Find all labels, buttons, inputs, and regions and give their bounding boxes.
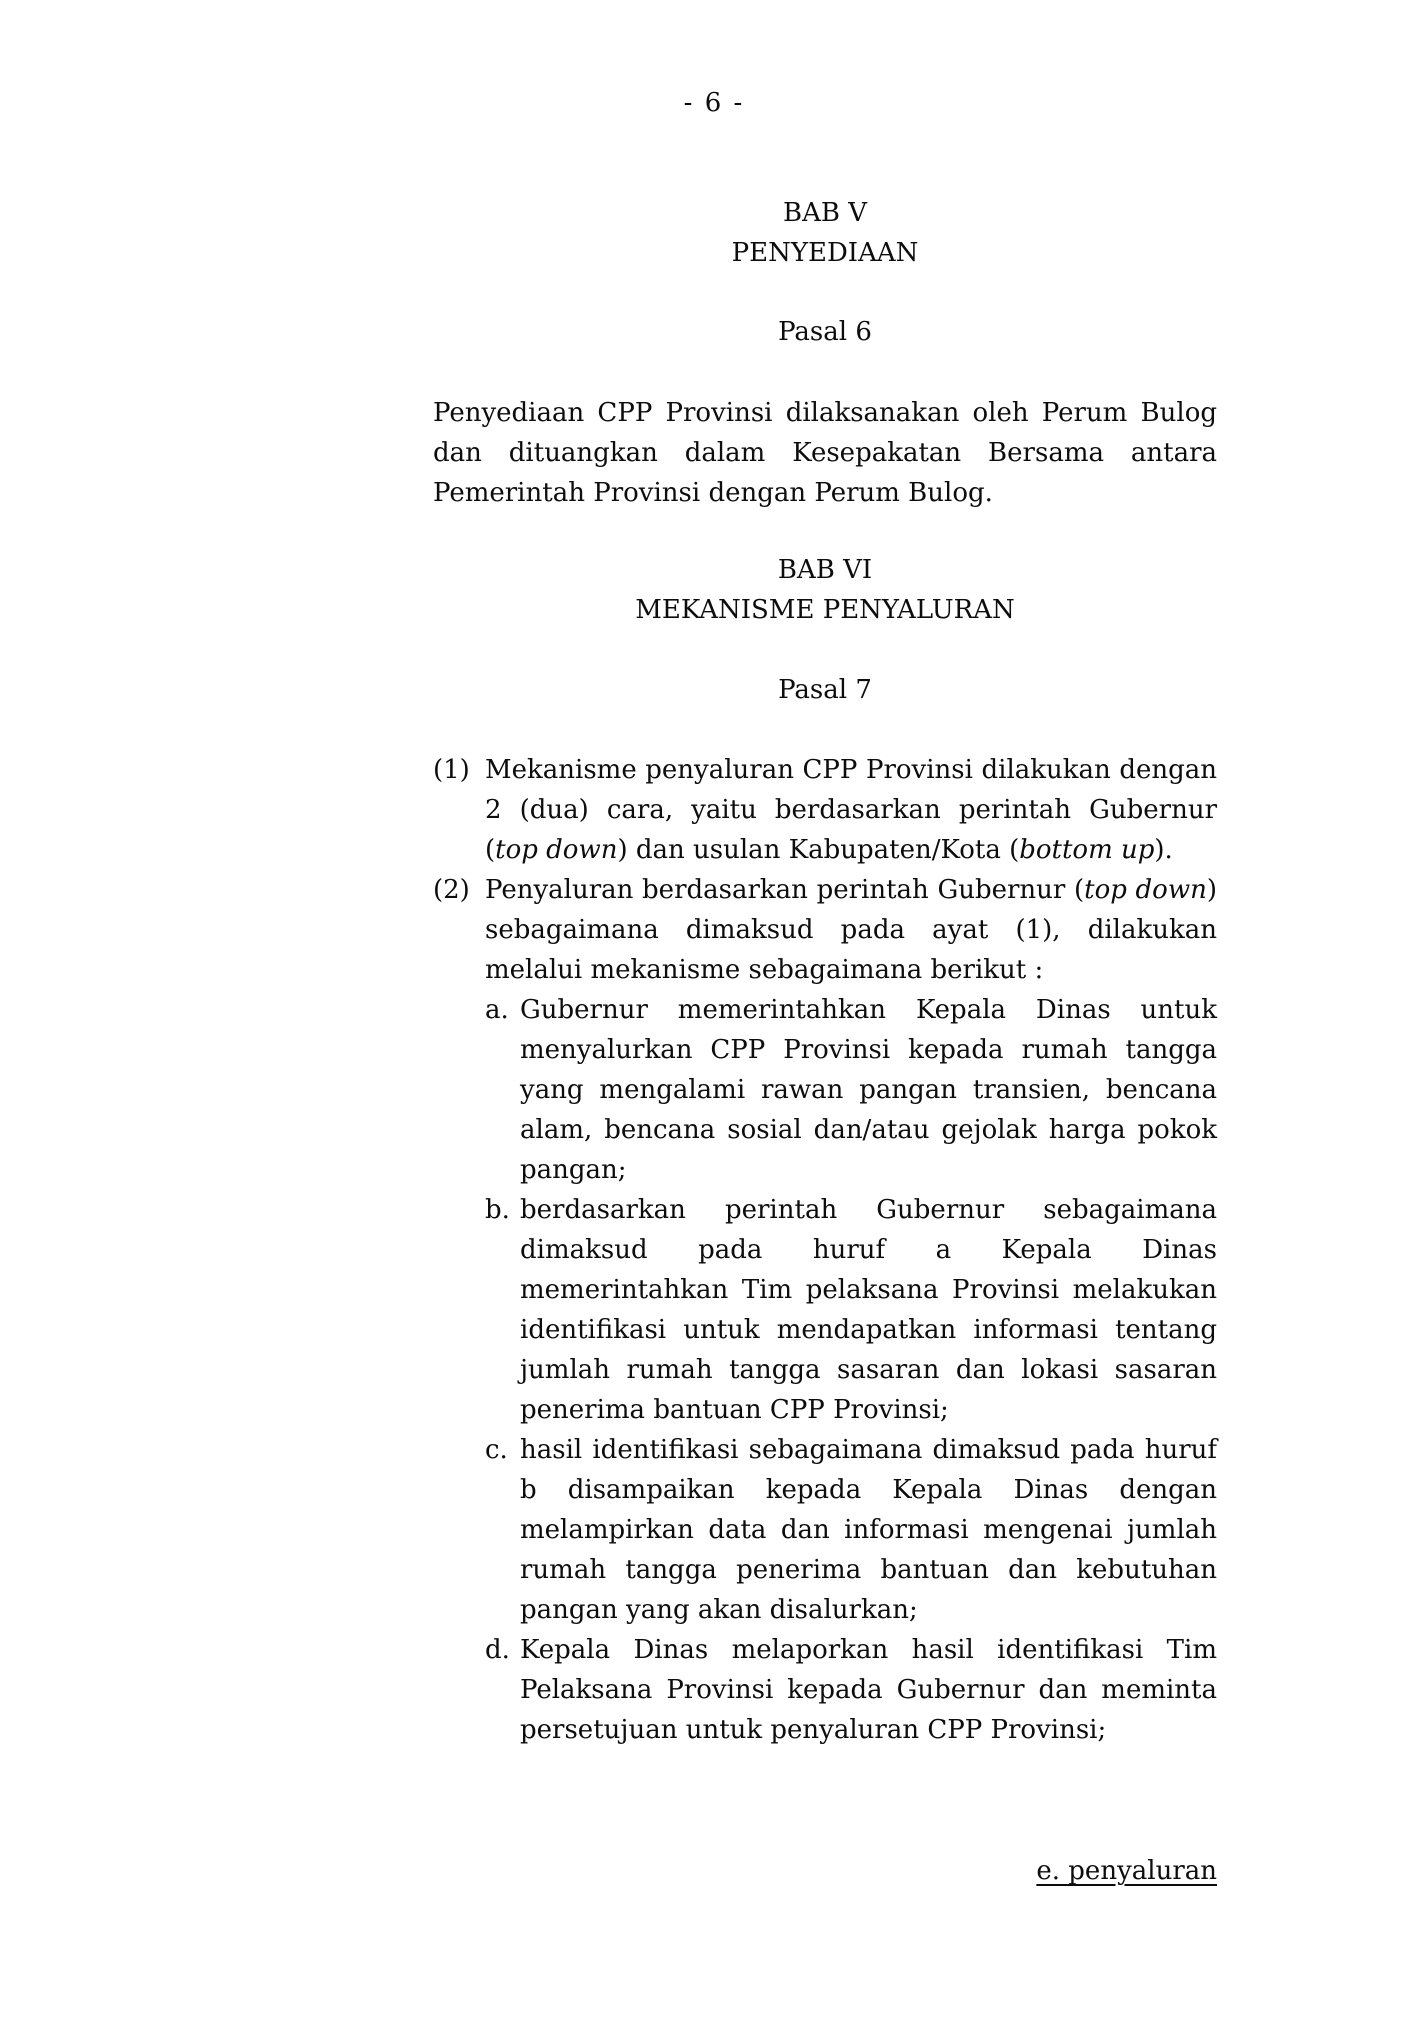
sub-item-marker: d. — [485, 1635, 510, 1665]
chapter-heading-bab6 — [433, 550, 1217, 630]
list-item-ayat-1 — [433, 750, 1217, 870]
text-segment: ) sebagaimana dimaksud pada ayat (1), dilakukan melalui mekanisme sebagaimana berikut : — [485, 875, 1217, 985]
chapter-title: BAB V — [782, 198, 868, 228]
sub-item-marker: a. — [485, 995, 509, 1025]
pasal7-ordered-list — [433, 750, 1217, 1750]
item-text — [485, 870, 1217, 990]
catchword: e. penyaluran — [1036, 1856, 1217, 1886]
text-segment: ) dan usulan Kabupaten/Kota ( — [617, 835, 1020, 865]
sub-item-text: Kepala Dinas melaporkan hasil identifikasi Tim Pelaksana Provinsi kepada Gubernur dan meminta persetujuan untuk penyaluran CPP Provinsi; — [520, 1635, 1217, 1745]
sub-item-a — [485, 990, 1217, 1190]
text-column — [433, 193, 1217, 1750]
sub-item-text: Gubernur memerintahkan Kepala Dinas untuk menyalurkan CPP Provinsi kepada rumah tangga yang mengalami rawan pangan transien, bencana alam, bencana sosial dan/atau gejolak harga pokok pangan; — [520, 995, 1217, 1185]
text-segment: top down — [1084, 875, 1207, 905]
sub-item-marker: c. — [485, 1435, 508, 1465]
pasal7-sub-list — [485, 990, 1217, 1750]
chapter-subtitle: PENYEDIAAN — [731, 238, 919, 268]
sub-item-marker: b. — [485, 1195, 510, 1225]
chapter-heading-bab5 — [433, 193, 1217, 273]
list-item-ayat-2 — [433, 870, 1217, 990]
sub-item-text: berdasarkan perintah Gubernur sebagaimana dimaksud pada huruf a Kepala Dinas memerintahkan Tim pelaksana Provinsi melakukan identifikasi untuk mendapatkan informasi tentang jumlah rumah tangga sasaran dan lokasi sasaran penerima bantuan CPP Provinsi; — [520, 1195, 1217, 1425]
item-marker: (1) — [433, 755, 470, 785]
text-segment: Mekanisme penyaluran CPP Provinsi dilakukan dengan 2 (dua) cara, yaitu berdasarkan perintah Gubernur ( — [485, 755, 1217, 865]
item-marker: (2) — [433, 875, 470, 905]
chapter-subtitle: MEKANISME PENYALURAN — [635, 595, 1015, 625]
text-segment: top down — [495, 835, 618, 865]
sub-item-b — [485, 1190, 1217, 1430]
text-segment: bottom up — [1019, 835, 1155, 865]
sub-item-text: hasil identifikasi sebagaimana dimaksud pada huruf b disampaikan kepada Kepala Dinas dengan melampirkan data dan informasi mengenai jumlah rumah tangga penerima bantuan dan kebutuhan pangan yang akan disalurkan; — [520, 1435, 1217, 1625]
text-segment: Penyaluran berdasarkan perintah Gubernur ( — [485, 875, 1085, 905]
article-title-pasal6: Pasal 6 — [778, 317, 872, 347]
text-segment: ). — [1154, 835, 1173, 865]
chapter-title: BAB VI — [777, 555, 873, 585]
sub-item-c — [485, 1430, 1217, 1630]
article-title-pasal7: Pasal 7 — [778, 675, 872, 705]
page-number: - 6 - — [683, 88, 745, 118]
sub-item-d — [485, 1630, 1217, 1750]
pasal6-body-paragraph: Penyediaan CPP Provinsi dilaksanakan oleh Perum Bulog dan dituangkan dalam Kesepakatan Bersama antara Pemerintah Provinsi dengan Perum Bulog. — [433, 398, 1217, 508]
item-text — [485, 750, 1217, 870]
